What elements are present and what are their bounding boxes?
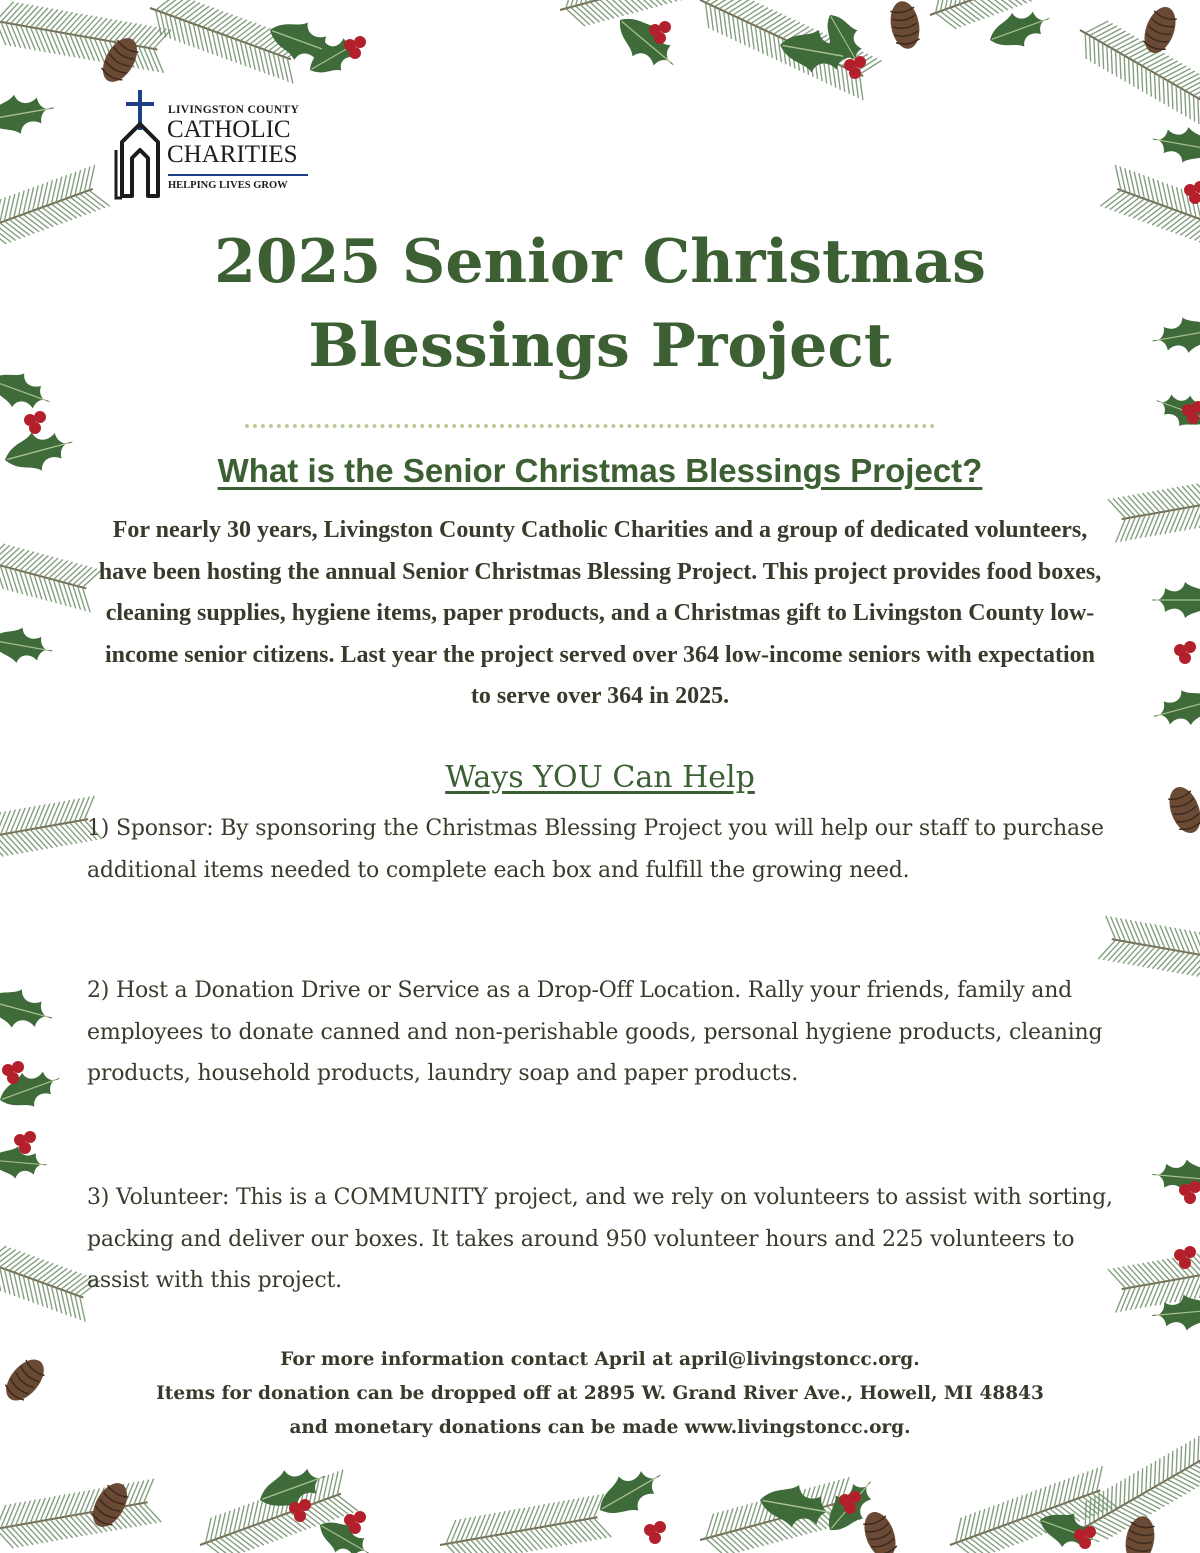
logo-county-text: LIVINGSTON COUNTY [168, 104, 300, 116]
help-item-volunteer: 3) Volunteer: This is a COMMUNITY project, and we rely on volunteers to assist with sorting, packing and deliver our boxes. It takes around 950 volunteer hours and 225 volunteers to assist with this project. [87, 1185, 1113, 1293]
title-line-1: 2025 Senior Christmas [214, 227, 986, 297]
logo-catholic-text: CATHOLIC [167, 116, 291, 143]
cross-church-icon [112, 90, 168, 202]
section-heading-ways-to-help: Ways YOU Can Help [445, 760, 755, 795]
page-title [100, 220, 1100, 388]
logo-tagline: HELPING LIVES GROW [168, 180, 288, 191]
footer-donation-line: and monetary donations can be made www.livingstoncc.org. [289, 1417, 911, 1438]
section-heading-what-is: What is the Senior Christmas Blessings Project? [217, 452, 983, 489]
logo-rule [168, 174, 308, 176]
footer-contact-line: For more information contact April at april@livingstoncc.org. [280, 1349, 920, 1370]
help-item-donation-drive: 2) Host a Donation Drive or Service as a Drop-Off Location. Rally your friends, family and employees to donate canned and non-perishable goods, personal hygiene products, cleaning products, household products, laundry soap and paper products. [87, 978, 1103, 1086]
logo-charities-text: CHARITIES [167, 141, 298, 168]
dotted-divider [245, 424, 935, 428]
footer-dropoff-line: Items for donation can be dropped off at 2895 W. Grand River Ave., Howell, MI 48843 [156, 1383, 1044, 1404]
catholic-charities-logo [112, 90, 312, 202]
title-line-2: Blessings Project [308, 311, 892, 381]
intro-paragraph: For nearly 30 years, Livingston County Catholic Charities and a group of dedicated volunteers, have been hosting the annual Senior Christmas Blessing Project. This project provides food boxes, cleaning supplies, hygiene items, paper products, and a Christmas gift to Livingston County low-income senior citizens. Last year the project served over 364 low-income seniors with expectation to serve over 364 in 2025. [98, 517, 1102, 709]
contact-footer [100, 1343, 1100, 1445]
help-item-sponsor: 1) Sponsor: By sponsoring the Christmas Blessing Project you will help our staff to purchase additional items needed to complete each box and fulfill the growing need. [87, 816, 1104, 883]
